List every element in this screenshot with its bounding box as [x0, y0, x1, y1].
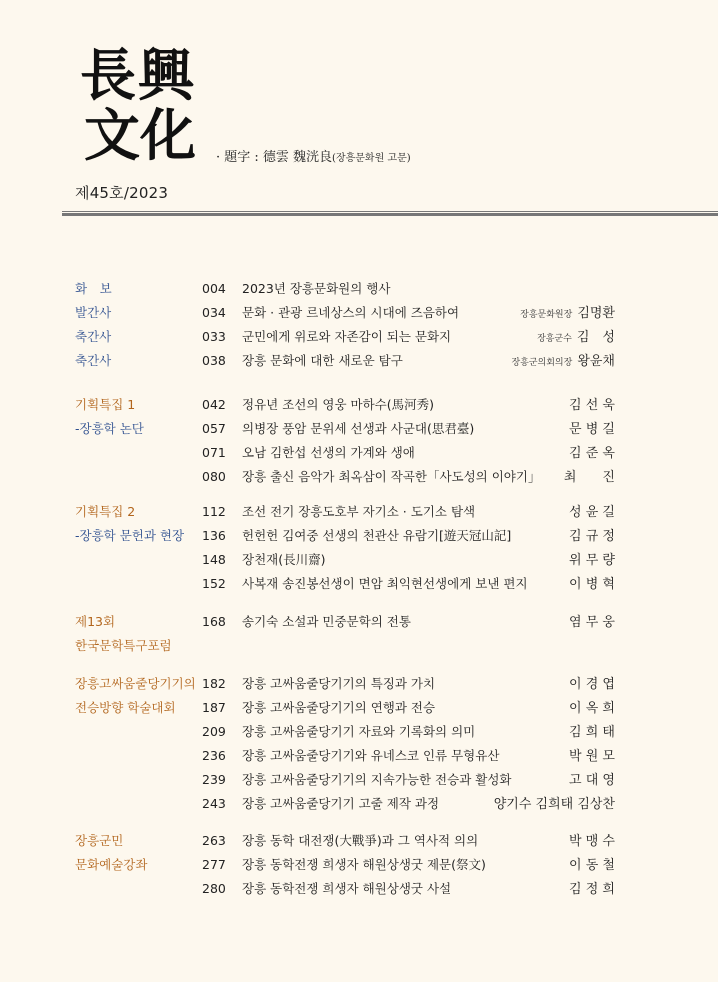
toc-author — [489, 792, 615, 818]
toc-page-number: 042 — [202, 397, 226, 412]
toc-author-role: 장흥문화원장 — [520, 310, 573, 320]
toc-page-number: 057 — [202, 421, 226, 436]
toc-article-title: 오남 김한섭 선생의 가계와 생애 — [242, 445, 415, 460]
toc-section-label: 발간사 — [75, 305, 112, 320]
toc-page-number: 209 — [202, 724, 226, 739]
toc-row — [0, 768, 718, 792]
toc-article-title: 장천재(長川齋) — [242, 552, 326, 567]
toc-page-number: 168 — [202, 614, 226, 629]
toc-article-title: 장흥 고싸움줄당기기의 연행과 전승 — [242, 700, 436, 715]
toc-page-number: 243 — [202, 796, 226, 811]
toc-author-name: 위 무 량 — [569, 553, 615, 568]
logo-char: 化 — [140, 103, 196, 169]
toc-section-label: 장흥고싸움줄당기기의 — [75, 676, 196, 691]
toc-row — [0, 393, 718, 417]
toc-row — [0, 524, 718, 548]
toc-row — [0, 465, 718, 489]
toc-author-name: 김명환 — [577, 306, 615, 321]
toc-article-title: 장흥 고싸움줄당기기 고줄 제작 과정 — [242, 796, 440, 811]
toc-article-title: 장흥 동학 대전쟁(大戰爭)과 그 역사적 의의 — [242, 833, 479, 848]
toc-row — [0, 349, 718, 373]
toc-page-number: 071 — [202, 445, 226, 460]
toc-article-title: 사복재 송진봉선생이 면암 최익현선생에게 보낸 편지 — [242, 576, 528, 591]
toc-article-title: 장흥 출신 음악가 최옥삼이 작곡한「사도성의 이야기」 — [242, 469, 541, 484]
toc-row — [0, 696, 718, 720]
toc-page-number: 080 — [202, 469, 226, 484]
logo-char: 興 — [138, 43, 194, 109]
toc-author-name: 최 진 — [563, 470, 615, 485]
toc-author — [564, 877, 615, 903]
toc-author-role: 장흥군수 — [537, 334, 572, 344]
toc-article-title: 장흥 고싸움줄당기기의 지속가능한 전승과 활성화 — [242, 772, 512, 787]
toc-section-label: 화 보 — [75, 281, 112, 296]
toc-author-name: 성 윤 길 — [569, 505, 615, 520]
toc-article-title: 장흥 고싸움줄당기기의 특징과 가치 — [242, 676, 436, 691]
toc-page-number: 136 — [202, 528, 226, 543]
toc-author-name: 문 병 길 — [569, 422, 615, 437]
toc-row — [0, 877, 718, 901]
toc-page-number: 263 — [202, 833, 226, 848]
toc-page-number: 033 — [202, 329, 226, 344]
toc-page-number: 004 — [202, 281, 226, 296]
toc-author — [559, 465, 615, 491]
toc-author-name: 고 대 영 — [569, 773, 615, 788]
calligraphy-credit — [216, 146, 411, 165]
toc-page-number: 038 — [202, 353, 226, 368]
toc-author — [564, 829, 615, 855]
toc-author — [564, 768, 615, 794]
toc-row — [0, 792, 718, 816]
toc-author — [564, 853, 615, 879]
toc-section-label: 제13회 — [75, 614, 116, 629]
toc-row — [0, 720, 718, 744]
toc-author-name: 이 경 엽 — [569, 677, 615, 692]
toc-author — [564, 744, 615, 770]
toc-section-label: 전승방향 학술대회 — [75, 700, 176, 715]
toc-author — [564, 500, 615, 526]
toc-author — [564, 548, 615, 574]
toc-page-number: 280 — [202, 881, 226, 896]
toc-section-label: 한국문학특구포럼 — [75, 638, 172, 653]
toc-row — [0, 572, 718, 596]
toc-author-name: 김 희 태 — [569, 725, 615, 740]
toc-page-number: 034 — [202, 305, 226, 320]
toc-author-name: 박 맹 수 — [569, 834, 615, 849]
toc-article-title: 장흥 동학전쟁 희생자 해원상생굿 제문(祭文) — [242, 857, 486, 872]
toc-author-role: 장흥군의회의장 — [511, 358, 573, 368]
toc-author — [564, 393, 615, 419]
toc-author — [564, 696, 615, 722]
toc-section-label: 축간사 — [75, 329, 112, 344]
toc-page-number: 239 — [202, 772, 226, 787]
toc-author-name: 이 동 철 — [569, 858, 615, 873]
toc-row — [0, 500, 718, 524]
toc-article-title: 군민에게 위로와 자존감이 되는 문화지 — [242, 329, 452, 344]
toc-author — [564, 720, 615, 746]
toc-author — [520, 301, 615, 327]
toc-row — [0, 610, 718, 634]
issue-number: 제45호/2023 — [75, 184, 169, 202]
toc-page-number: 236 — [202, 748, 226, 763]
toc-row — [0, 277, 718, 301]
toc-author-name: 김 준 옥 — [569, 446, 615, 461]
toc-author-name: 염 무 웅 — [569, 615, 615, 630]
toc-author — [564, 672, 615, 698]
toc-row — [0, 301, 718, 325]
toc-author-name: 박 원 모 — [569, 749, 615, 764]
toc-author — [564, 572, 615, 598]
toc-row — [0, 853, 718, 877]
toc-section-label: 기획특집 1 — [75, 397, 136, 412]
toc-article-title: 조선 전기 장흥도호부 자기소 · 도기소 탐색 — [242, 504, 476, 519]
toc-row — [0, 441, 718, 465]
toc-author-name: 왕윤채 — [577, 354, 615, 369]
toc-row — [0, 417, 718, 441]
toc-article-title: 의병장 풍암 문위세 선생과 사군대(思君臺) — [242, 421, 475, 436]
toc-section-label: -장흥학 논단 — [75, 421, 144, 436]
toc-page-number: 182 — [202, 676, 226, 691]
logo-char: 文 — [84, 103, 140, 169]
toc-article-title: 장흥 고싸움줄당기기 자료와 기록화의 의미 — [242, 724, 476, 739]
toc-article-title: 송기숙 소설과 민중문학의 전통 — [242, 614, 411, 629]
toc-row — [0, 325, 718, 349]
toc-row — [0, 744, 718, 768]
toc-author-name: 김 규 정 — [569, 529, 615, 544]
toc-author — [511, 349, 615, 375]
toc-section-label: 축간사 — [75, 353, 112, 368]
toc-author-name: 양기수 김희태 김상찬 — [493, 797, 615, 812]
toc-row — [0, 829, 718, 853]
toc-author-name: 이 옥 희 — [569, 701, 615, 716]
credit-text: · 題字 : 德雲 魏洸良 — [216, 150, 333, 165]
toc-author — [610, 634, 615, 660]
toc-row — [0, 634, 718, 658]
toc-article-title: 장흥 고싸움줄당기기와 유네스코 인류 무형유산 — [242, 748, 500, 763]
toc-article-title: 문화 · 관광 르네상스의 시대에 즈음하여 — [242, 305, 460, 320]
toc-section-label: 기획특집 2 — [75, 504, 136, 519]
toc-author-name: 김 성 — [576, 330, 615, 345]
toc-author — [610, 277, 615, 303]
toc-author-name: 김 정 희 — [569, 882, 615, 897]
toc-author-name: 김 선 욱 — [569, 398, 615, 413]
logo-char: 長 — [80, 43, 136, 109]
toc-section-label: 장흥군민 — [75, 833, 124, 848]
toc-author — [537, 325, 615, 351]
toc-author — [564, 524, 615, 550]
toc-page-number: 148 — [202, 552, 226, 567]
header-divider — [62, 211, 718, 212]
toc-section-label: -장흥학 문헌과 현장 — [75, 528, 185, 543]
credit-subtext: (장흥문화원 고문) — [332, 153, 411, 164]
toc-author — [564, 441, 615, 467]
toc-article-title: 정유년 조선의 영웅 마하수(馬河秀) — [242, 397, 434, 412]
toc-row — [0, 548, 718, 572]
header-divider-thick — [62, 213, 718, 216]
toc-author — [564, 417, 615, 443]
toc-page-number: 187 — [202, 700, 226, 715]
toc-page-number: 277 — [202, 857, 226, 872]
toc-author-name: 이 병 혁 — [569, 577, 615, 592]
toc-section-label: 문화예술강좌 — [75, 857, 148, 872]
toc-page-number: 152 — [202, 576, 226, 591]
toc-author — [564, 610, 615, 636]
toc-row — [0, 672, 718, 696]
toc-article-title: 헌헌헌 김여중 선생의 천관산 유람기[遊天冠山記] — [242, 528, 512, 543]
toc-article-title: 장흥 동학전쟁 희생자 해원상생굿 사설 — [242, 881, 452, 896]
toc-article-title: 장흥 문화에 대한 새로운 탐구 — [242, 353, 403, 368]
toc-article-title: 2023년 장흥문화원의 행사 — [242, 281, 391, 296]
toc-page-number: 112 — [202, 504, 226, 519]
